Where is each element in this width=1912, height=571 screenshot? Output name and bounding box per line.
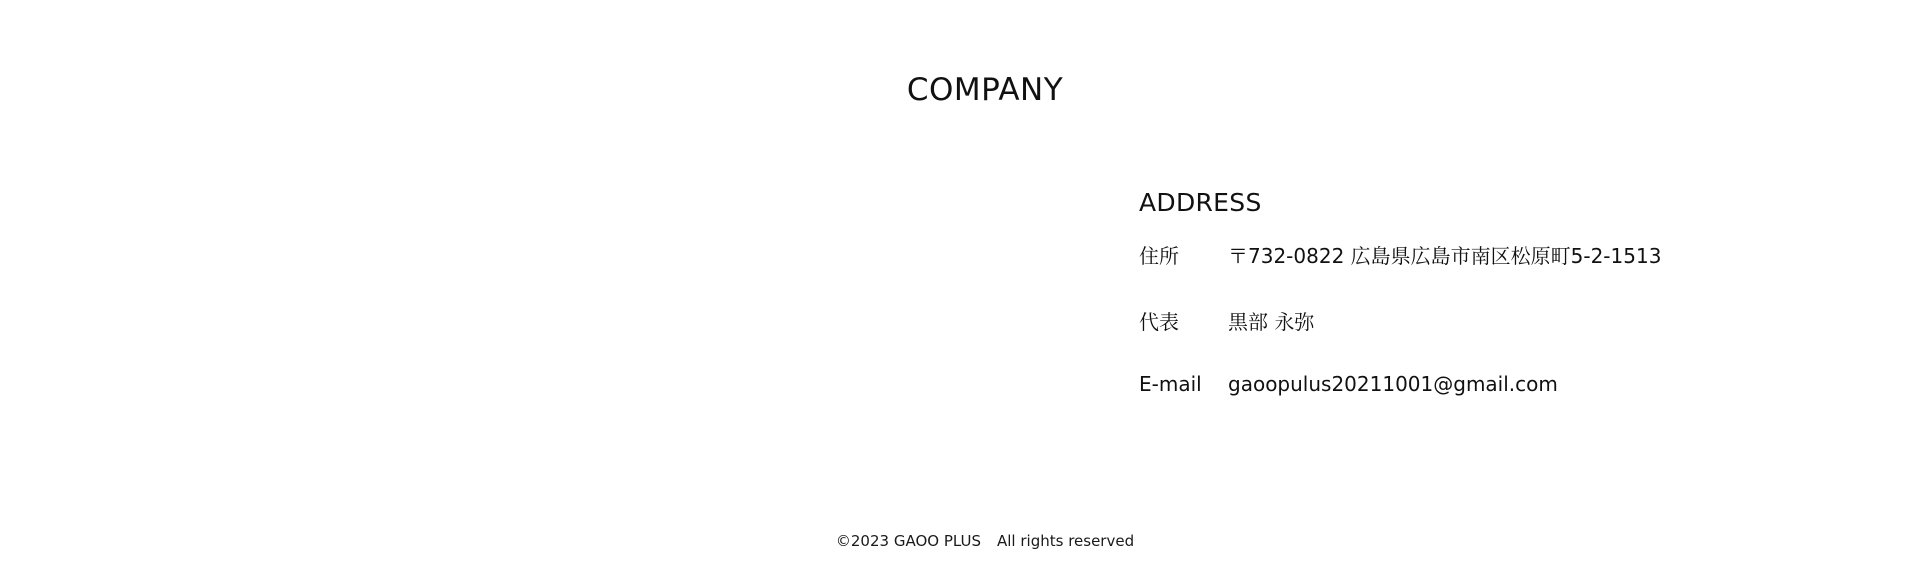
representative-value: 黒部 永弥 (1228, 310, 1315, 334)
address-value: 〒732-0822 広島県広島市南区松原町5-2-1513 (1228, 244, 1662, 268)
email-label: E-mail (1139, 372, 1202, 396)
address-row (1139, 240, 1661, 306)
email-value: gaoopulus20211001@gmail.com (1228, 372, 1558, 396)
rights-text: All rights reserved (997, 532, 1135, 550)
representative-label: 代表 (1139, 310, 1179, 334)
address-label: 住所 (1139, 244, 1179, 268)
footer (0, 532, 1912, 550)
address-section (1139, 188, 1661, 438)
copyright-text: ©2023 GAOO PLUS (835, 532, 981, 550)
page-title: COMPANY (906, 72, 1064, 108)
address-heading: ADDRESS (1139, 188, 1262, 217)
representative-row (1139, 306, 1661, 372)
email-row (1139, 372, 1661, 438)
